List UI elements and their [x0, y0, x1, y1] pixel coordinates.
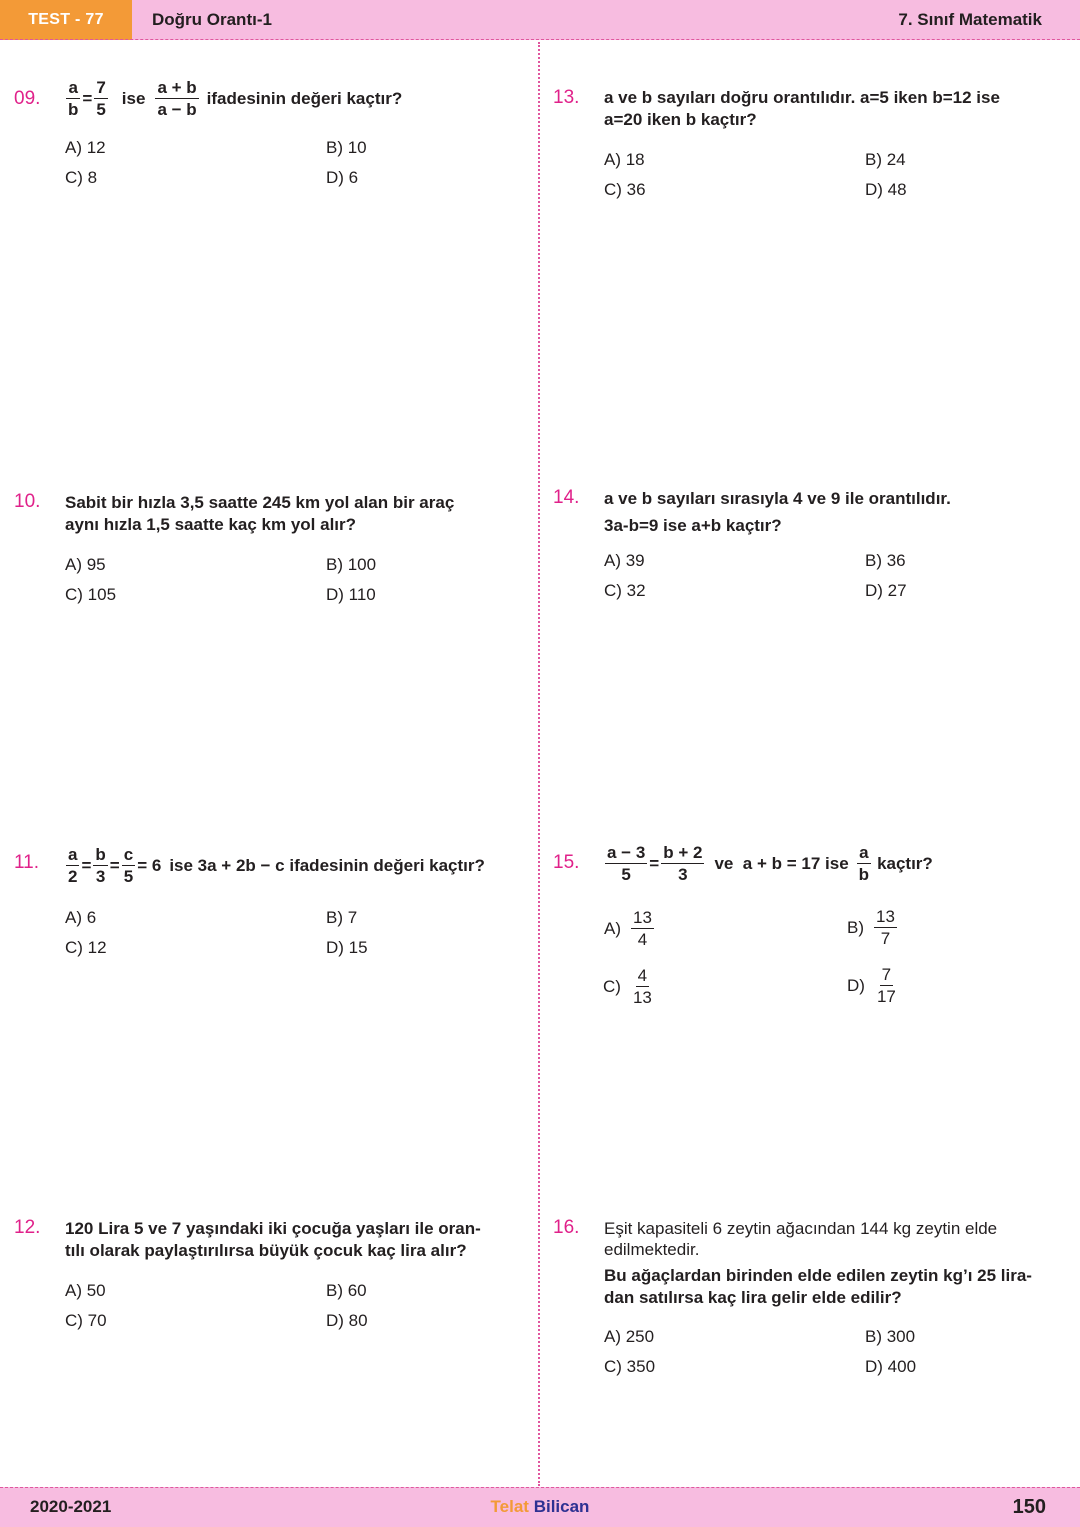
question-15-stem: [603, 843, 933, 884]
option-b[interactable]: B) 10: [326, 138, 367, 157]
numerator: a: [68, 845, 78, 864]
denominator: 3: [678, 865, 688, 884]
numerator: b: [95, 845, 106, 864]
fraction: [631, 908, 654, 949]
option-c[interactable]: C) 105: [65, 585, 117, 604]
option-c[interactable]: C) 12: [65, 938, 107, 957]
option-a[interactable]: A) 50: [65, 1281, 106, 1300]
denominator: 5: [123, 867, 134, 886]
option-b[interactable]: B) 100: [326, 555, 377, 574]
header-divider: [0, 39, 1080, 40]
numerator: a: [68, 78, 78, 97]
fraction: [661, 843, 704, 884]
numerator: 13: [876, 907, 895, 926]
option-c[interactable]: C) 32: [604, 581, 646, 600]
equals-sign: =: [649, 853, 660, 873]
option-b[interactable]: B) 60: [326, 1281, 367, 1300]
numerator: 13: [633, 908, 652, 927]
question-text: ise: [121, 88, 146, 108]
option-d[interactable]: D) 6: [326, 168, 359, 187]
denominator: 4: [637, 930, 648, 949]
option-c[interactable]: C) 350: [604, 1357, 656, 1376]
equals-six: = 6: [137, 855, 162, 875]
option-a[interactable]: [604, 908, 656, 949]
fraction: [94, 78, 107, 119]
question-16-line-1: Eşit kapasiteli 6 zeytin ağacından 144 kg zeytin elde: [604, 1219, 998, 1238]
question-10-line-2: aynı hızla 1,5 saatte kaç km yol alır?: [65, 515, 357, 534]
denominator: 7: [880, 929, 891, 948]
denominator: 5: [621, 865, 631, 884]
option-d[interactable]: D) 80: [326, 1311, 368, 1330]
question-12-line-2: tılı olarak paylaştırılırsa büyük çocuk kaç lira alır?: [65, 1241, 467, 1260]
denominator: 3: [95, 867, 106, 886]
question-14-line-2: 3a-b=9 ise a+b kaçtır?: [604, 516, 782, 535]
page-footer: [0, 1487, 1080, 1527]
numerator: 7: [881, 965, 892, 984]
fraction: [66, 78, 80, 119]
denominator: 13: [632, 988, 652, 1007]
option-d[interactable]: D) 27: [865, 581, 907, 600]
question-number: 10.: [14, 491, 41, 512]
option-label: A): [604, 918, 621, 938]
numerator: b + 2: [663, 843, 703, 862]
question-number: 13.: [553, 87, 580, 108]
question-12-line-1: 120 Lira 5 ve 7 yaşındaki iki çocuğa yaşları ile oran-: [65, 1219, 481, 1238]
option-label: B): [847, 917, 864, 937]
fraction: [66, 845, 79, 886]
equals-sign: =: [82, 88, 93, 108]
fraction: [122, 845, 135, 886]
question-text: ifadesinin değeri kaçtır?: [206, 88, 403, 108]
denominator: 2: [68, 867, 78, 886]
equals-sign: =: [81, 855, 92, 875]
question-13-line-1: a ve b sayıları doğru orantılıdır. a=5 iken b=12 ise: [604, 88, 1000, 107]
footer-divider: [0, 1487, 1080, 1488]
option-label: C): [603, 976, 621, 996]
page-number: 150: [1012, 1496, 1046, 1518]
question-text: ve a + b = 17 ise: [714, 853, 849, 873]
fraction: [605, 843, 647, 884]
equals-sign: =: [109, 855, 120, 875]
numerator: c: [123, 845, 134, 864]
option-d[interactable]: D) 48: [865, 180, 907, 199]
option-d[interactable]: D) 15: [326, 938, 368, 957]
question-number: 09.: [14, 88, 41, 109]
question-13-line-2: a=20 iken b kaçtır?: [604, 110, 757, 129]
numerator: 4: [637, 966, 648, 985]
option-a[interactable]: A) 95: [65, 555, 106, 574]
option-b[interactable]: B) 36: [865, 551, 906, 570]
topic-title: Doğru Orantı-1: [152, 10, 272, 29]
question-14-line-1: a ve b sayıları sırasıyla 4 ve 9 ile orantılıdır.: [604, 489, 951, 508]
option-a[interactable]: A) 12: [65, 138, 106, 157]
option-a[interactable]: A) 6: [65, 908, 97, 927]
option-c[interactable]: [603, 966, 656, 1007]
question-number: 12.: [14, 1217, 41, 1238]
brand-first: Telat: [490, 1497, 529, 1516]
question-16-line-4: dan satılırsa kaç lira gelir elde edilir?: [604, 1288, 902, 1307]
question-number: 14.: [553, 487, 580, 508]
option-c[interactable]: C) 70: [65, 1311, 107, 1330]
fraction: [155, 78, 198, 119]
question-text: ise 3a + 2b − c ifadesinin değeri kaçtır?: [169, 855, 485, 875]
option-b[interactable]: B) 24: [865, 150, 906, 169]
option-a[interactable]: A) 18: [604, 150, 645, 169]
option-b[interactable]: [847, 907, 899, 948]
grade-subject: 7. Sınıf Matematik: [898, 10, 1042, 29]
option-d[interactable]: D) 400: [865, 1357, 917, 1376]
numerator: 7: [96, 78, 106, 97]
option-b[interactable]: B) 7: [326, 908, 358, 927]
fraction: [875, 965, 898, 1006]
denominator: 5: [96, 100, 106, 119]
column-divider: [538, 42, 540, 1486]
numerator: a + b: [157, 78, 197, 97]
option-label: D): [847, 975, 865, 995]
question-number: 15.: [553, 852, 580, 873]
brand-second: Bilican: [533, 1497, 590, 1516]
numerator: a: [859, 843, 869, 862]
test-number-badge: TEST - 77: [0, 0, 132, 40]
question-number: 11.: [14, 852, 40, 873]
option-a[interactable]: A) 39: [604, 551, 645, 570]
question-16-line-2: edilmektedir.: [604, 1240, 700, 1259]
numerator: a − 3: [607, 843, 646, 862]
academic-year: 2020-2021: [30, 1497, 112, 1516]
option-b[interactable]: B) 300: [865, 1327, 916, 1346]
question-09-stem: [64, 78, 402, 119]
denominator: b: [68, 100, 79, 119]
option-d[interactable]: [847, 965, 900, 1006]
page-header: [0, 0, 1080, 40]
option-c[interactable]: C) 8: [65, 168, 98, 187]
question-text: kaçtır?: [877, 853, 933, 873]
author-brand: [0, 1487, 1080, 1527]
fraction: [857, 843, 871, 884]
option-a[interactable]: A) 250: [604, 1327, 655, 1346]
question-number: 16.: [553, 1217, 580, 1238]
question-11-stem: [64, 845, 485, 886]
option-d[interactable]: D) 110: [326, 585, 376, 604]
denominator: b: [858, 865, 870, 884]
fraction: [874, 907, 897, 948]
fraction: [631, 966, 654, 1007]
fraction: [93, 845, 107, 886]
question-10-line-1: Sabit bir hızla 3,5 saatte 245 km yol alan bir araç: [65, 493, 455, 512]
denominator: 17: [876, 987, 896, 1006]
question-16-line-3: Bu ağaçlardan birinden elde edilen zeytin kg’ı 25 lira-: [604, 1266, 1032, 1285]
option-c[interactable]: C) 36: [604, 180, 646, 199]
denominator: a − b: [157, 100, 197, 119]
